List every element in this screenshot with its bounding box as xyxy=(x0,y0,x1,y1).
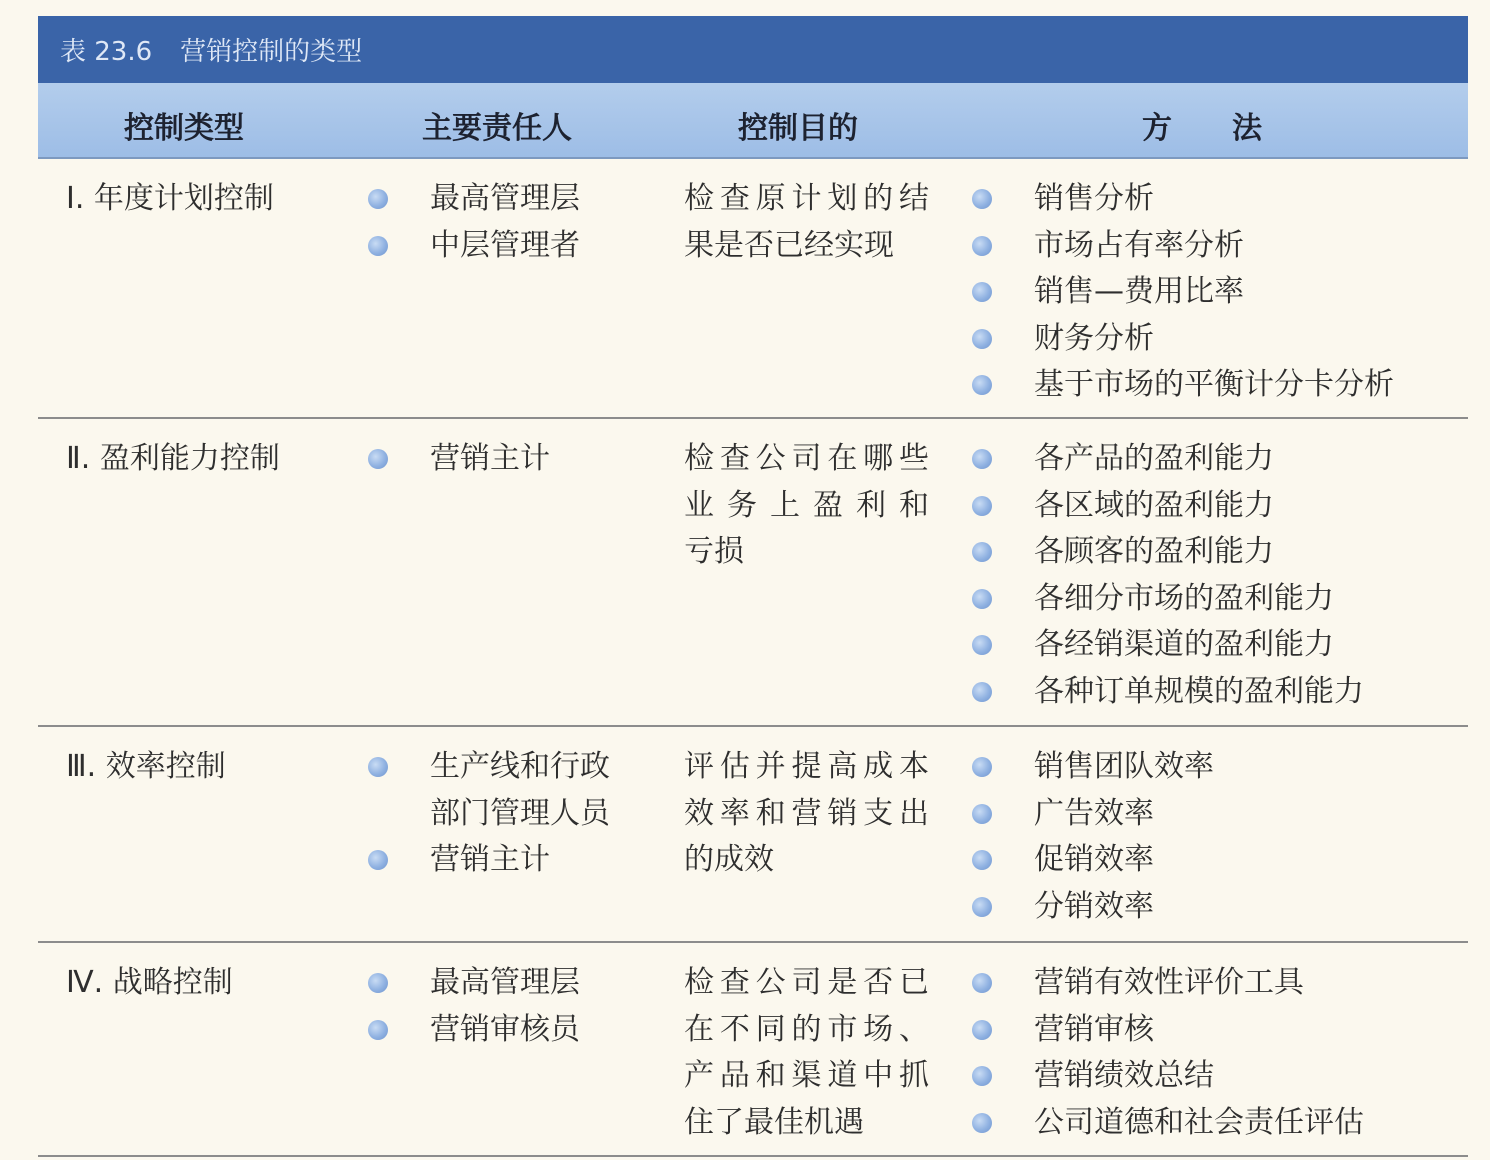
table-header xyxy=(38,83,1468,159)
method-list-item xyxy=(972,579,1452,626)
person-label: 部门管理人员 xyxy=(430,795,610,831)
method-label: 促销效率 xyxy=(1034,842,1154,877)
method-list-item xyxy=(972,1103,1452,1150)
responsible-person-cell xyxy=(368,439,668,486)
bullet-icon xyxy=(368,850,388,870)
bullet-icon xyxy=(368,236,388,256)
table-row xyxy=(38,419,1468,727)
bullet-icon xyxy=(368,757,388,777)
person-label: 营销主计 xyxy=(430,842,550,877)
header-method: 方 法 xyxy=(1142,111,1262,146)
bullet-icon xyxy=(972,1113,992,1133)
table-row xyxy=(38,727,1468,943)
table-title: 营销控制的类型 xyxy=(180,37,363,67)
purpose-text-line: 业务上盈利和 xyxy=(684,487,929,523)
method-cell xyxy=(972,179,1452,412)
person-label: 最高管理层 xyxy=(430,965,580,1000)
method-label: 各细分市场的盈利能力 xyxy=(1034,580,1334,616)
person-list-item xyxy=(368,179,668,226)
bullet-icon xyxy=(972,236,992,256)
method-list-item xyxy=(972,963,1452,1010)
method-label: 各经销渠道的盈利能力 xyxy=(1034,627,1334,662)
method-label: 营销有效性评价工具 xyxy=(1034,965,1304,1000)
purpose-text-line: 亏损 xyxy=(684,534,744,569)
method-label: 各产品的盈利能力 xyxy=(1034,441,1274,476)
method-label: 销售团队效率 xyxy=(1034,749,1214,784)
bullet-icon xyxy=(368,1020,388,1040)
method-label: 市场占有率分析 xyxy=(1034,227,1244,263)
person-label: 营销主计 xyxy=(430,441,550,476)
person-list-item xyxy=(368,747,668,794)
method-list-item xyxy=(972,672,1452,719)
bullet-icon xyxy=(972,542,992,562)
marketing-control-table xyxy=(38,16,1468,1157)
control-purpose-cell xyxy=(684,439,929,579)
bullet-icon xyxy=(972,282,992,302)
method-cell xyxy=(972,439,1452,718)
control-type-cell: Ⅳ. 战略控制 xyxy=(66,965,233,1000)
purpose-text-line: 检查公司是否已 xyxy=(684,965,929,1000)
method-label: 财务分析 xyxy=(1034,320,1154,356)
person-label: 最高管理层 xyxy=(430,181,580,216)
bullet-icon xyxy=(972,804,992,824)
method-label: 基于市场的平衡计分卡分析 xyxy=(1034,367,1394,402)
table-number: 表 23.6 xyxy=(60,37,153,67)
method-list-item xyxy=(972,532,1452,579)
table-caption xyxy=(38,16,1468,83)
bullet-icon xyxy=(972,375,992,395)
bullet-icon xyxy=(972,449,992,469)
purpose-text-line: 评估并提高成本 xyxy=(684,749,929,784)
bullet-icon xyxy=(972,757,992,777)
control-type-cell: Ⅲ. 效率控制 xyxy=(66,749,226,784)
responsible-person-cell xyxy=(368,747,668,887)
method-label: 各顾客的盈利能力 xyxy=(1034,534,1274,569)
method-list-item xyxy=(972,439,1452,486)
method-label: 各种订单规模的盈利能力 xyxy=(1034,673,1364,709)
person-list-item xyxy=(368,226,668,273)
method-list-item xyxy=(972,179,1452,226)
method-list-item xyxy=(972,272,1452,319)
header-responsible-person: 主要责任人 xyxy=(422,111,572,146)
purpose-text-line: 检查公司在哪些 xyxy=(684,441,929,476)
purpose-text-line: 住了最佳机遇 xyxy=(684,1104,864,1140)
header-control-type: 控制类型 xyxy=(124,111,244,146)
method-list-item xyxy=(972,794,1452,841)
method-list-item xyxy=(972,365,1452,412)
table-body xyxy=(38,159,1468,1157)
bullet-icon xyxy=(972,850,992,870)
purpose-text-line: 效率和营销支出 xyxy=(684,795,929,831)
responsible-person-cell xyxy=(368,179,668,272)
purpose-text-line: 在不同的市场、 xyxy=(684,1011,929,1047)
method-list-item xyxy=(972,887,1452,934)
control-purpose-cell xyxy=(684,963,929,1149)
method-label: 营销审核 xyxy=(1034,1011,1154,1047)
bullet-icon xyxy=(972,973,992,993)
method-label: 分销效率 xyxy=(1034,888,1154,924)
person-list-item xyxy=(368,963,668,1010)
purpose-text-line: 果是否已经实现 xyxy=(684,227,894,263)
control-purpose-cell xyxy=(684,747,929,887)
purpose-text-line: 产品和渠道中抓 xyxy=(684,1058,929,1093)
method-list-item xyxy=(972,747,1452,794)
bullet-icon xyxy=(972,897,992,917)
method-label: 销售—费用比率 xyxy=(1034,274,1244,309)
person-label: 中层管理者 xyxy=(430,227,580,263)
method-label: 各区域的盈利能力 xyxy=(1034,487,1274,523)
table-row xyxy=(38,943,1468,1157)
bullet-icon xyxy=(972,635,992,655)
person-list-item xyxy=(368,840,668,887)
method-list-item xyxy=(972,486,1452,533)
bullet-icon xyxy=(972,496,992,516)
bullet-icon xyxy=(972,682,992,702)
bullet-icon xyxy=(368,189,388,209)
method-list-item xyxy=(972,625,1452,672)
method-label: 销售分析 xyxy=(1034,181,1154,216)
method-cell xyxy=(972,963,1452,1149)
method-list-item xyxy=(972,1010,1452,1057)
header-control-purpose: 控制目的 xyxy=(738,111,858,146)
method-label: 营销绩效总结 xyxy=(1034,1058,1214,1093)
method-label: 广告效率 xyxy=(1034,795,1154,831)
bullet-icon xyxy=(368,973,388,993)
method-list-item xyxy=(972,1056,1452,1103)
bullet-icon xyxy=(972,1020,992,1040)
person-label: 生产线和行政 xyxy=(430,749,610,784)
bullet-icon xyxy=(972,189,992,209)
control-purpose-cell xyxy=(684,179,929,272)
person-list-item xyxy=(368,794,668,841)
person-label: 营销审核员 xyxy=(430,1011,580,1047)
bullet-icon xyxy=(972,589,992,609)
control-type-cell: Ⅰ. 年度计划控制 xyxy=(66,181,274,216)
table-row xyxy=(38,159,1468,419)
control-type-cell: Ⅱ. 盈利能力控制 xyxy=(66,441,280,476)
person-list-item xyxy=(368,439,668,486)
bullet-icon xyxy=(972,329,992,349)
purpose-text-line: 检查原计划的结 xyxy=(684,181,929,216)
bullet-icon xyxy=(972,1066,992,1086)
method-list-item xyxy=(972,840,1452,887)
bullet-icon xyxy=(368,449,388,469)
responsible-person-cell xyxy=(368,963,668,1056)
method-label: 公司道德和社会责任评估 xyxy=(1034,1104,1364,1140)
purpose-text-line: 的成效 xyxy=(684,842,774,877)
person-list-item xyxy=(368,1010,668,1057)
method-list-item xyxy=(972,226,1452,273)
method-cell xyxy=(972,747,1452,933)
method-list-item xyxy=(972,319,1452,366)
